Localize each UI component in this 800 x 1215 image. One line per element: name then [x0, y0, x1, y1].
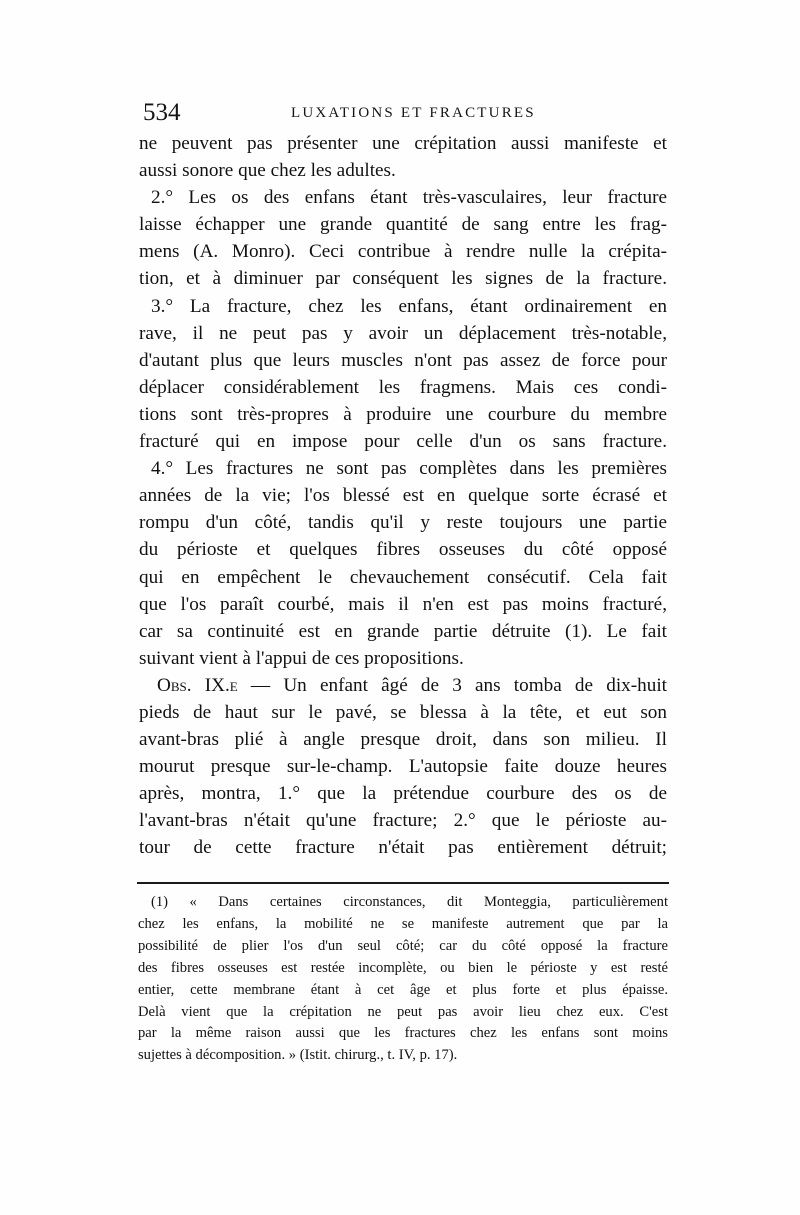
observation-label: Obs. IX.e [157, 674, 238, 696]
text-line: que l'os paraît courbé, mais il n'en est pas moins fracturé, [139, 593, 667, 615]
footnote-line: chez les enfans, la mobilité ne se manifeste autrement que par la [138, 915, 668, 932]
text-line: suivant vient à l'appui de ces propositions. [139, 647, 464, 669]
footnote-line: par la même raison aussi que les fractures chez les enfans sont moins [138, 1025, 668, 1042]
footnote [138, 892, 668, 1067]
text-line: 2.° Les os des enfans étant très-vasculaires, leur fracture [151, 187, 667, 209]
footnote-line: Delà vient que la crépitation ne peut pas avoir lieu chez eux. C'est [138, 1003, 668, 1020]
paragraph-continued [139, 130, 667, 184]
footnote-line: (1) « Dans certaines circonstances, dit Monteggia, particulièrement [151, 894, 668, 910]
text-line: années de la vie; l'os blessé est en quelque sorte écrasé et [139, 485, 667, 507]
footnote-line: possibilité de plier l'os d'un seul côté; car du côté opposé la fracture [138, 937, 668, 954]
footnote-line: sujettes à décomposition. » (Istit. chirurg., t. IV, p. 17). [138, 1047, 458, 1064]
text-line: tion, et à diminuer par conséquent les signes de la fracture. [139, 268, 667, 290]
observation-first-line: Un enfant âgé de 3 ans tomba de dix-huit [283, 674, 667, 696]
paragraph-observation [139, 672, 667, 862]
main-text [139, 130, 667, 862]
paragraph-point-4 [139, 455, 667, 672]
running-header [143, 98, 668, 128]
text-line [139, 672, 667, 699]
text-line: laisse échapper une grande quantité de sang entre les frag- [139, 214, 667, 236]
text-line: déplacer considérablement les fragmens. Mais ces condi- [139, 376, 667, 398]
text-line: mourut presque sur-le-champ. L'autopsie faite douze heures [139, 756, 667, 778]
observation-dash: — [237, 674, 284, 696]
text-line: tions sont très-propres à produire une courbure du membre [139, 403, 667, 425]
footnote-line: entier, cette membrane étant à cet âge et plus forte et plus épaisse. [138, 981, 668, 998]
text-line: rave, il ne peut pas y avoir un déplacement très-notable, [139, 322, 667, 344]
text-line: l'avant-bras n'était qu'une fracture; 2.° que le périoste au- [139, 810, 667, 832]
text-line: mens (A. Monro). Ceci contribue à rendre nulle la crépita- [139, 241, 667, 263]
footnote-line: des fibres osseuses est restée incomplète, ou bien le périoste y est resté [138, 959, 668, 976]
page-number: 534 [143, 99, 181, 126]
text-line: 3.° La fracture, chez les enfans, étant ordinairement en [151, 295, 667, 317]
paragraph-point-2 [139, 184, 667, 292]
text-line: qui en empêchent le chevauchement consécutif. Cela fait [139, 566, 667, 588]
text-line: d'autant plus que leurs muscles n'ont pas assez de force pour [139, 349, 667, 371]
text-line: après, montra, 1.° que la prétendue courbure des os de [139, 783, 667, 805]
text-line: ne peuvent pas présenter une crépitation aussi manifeste et [139, 133, 667, 154]
text-line: tour de cette fracture n'était pas entièrement détruit; [139, 837, 667, 859]
footnote-divider [137, 882, 669, 884]
text-line: fracturé qui en impose pour celle d'un os sans fracture. [139, 431, 667, 453]
text-line: avant-bras plié à angle presque droit, dans son milieu. Il [139, 729, 667, 751]
text-line: du périoste et quelques fibres osseuses du côté opposé [139, 539, 667, 561]
text-line: 4.° Les fractures ne sont pas complètes dans les premières [151, 458, 667, 480]
paragraph-point-3 [139, 293, 667, 456]
text-line: aussi sonore que chez les adultes. [139, 160, 396, 182]
text-line: car sa continuité est en grande partie détruite (1). Le fait [139, 620, 667, 642]
running-title: LUXATIONS ET FRACTURES [291, 105, 536, 121]
text-line: rompu d'un côté, tandis qu'il y reste toujours une partie [139, 512, 667, 534]
text-line: pieds de haut sur le pavé, se blessa à la tête, et eut son [139, 701, 667, 723]
